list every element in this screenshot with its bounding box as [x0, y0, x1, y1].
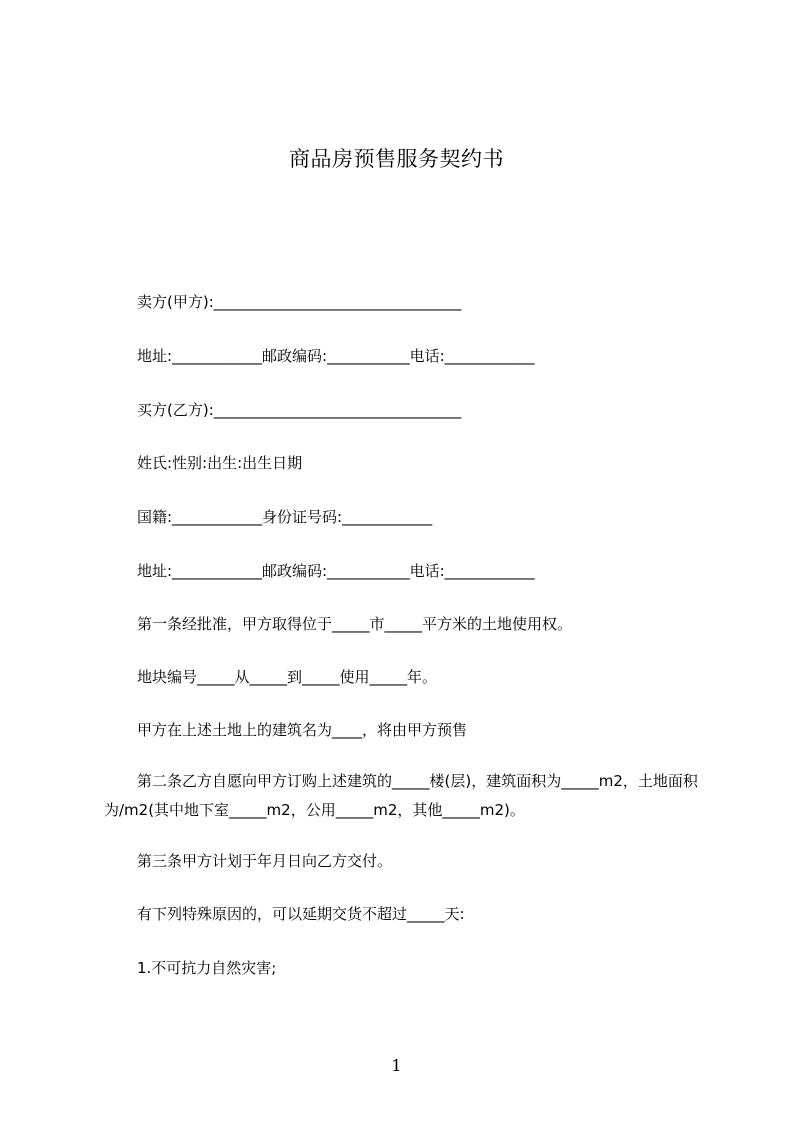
buyer-info-line: 姓氏:性别:出生:出生日期	[137, 454, 303, 472]
seller-address-line: 地址:____________邮政编码:___________电话:____________	[137, 347, 535, 365]
article-2-paragraph: 第二条乙方自愿向甲方订购上述建筑的_____楼(层)，建筑面积为_____m2，土地面积为/m2(其中地下室_____m2，公用_____m2，其他_____m2)。	[104, 772, 698, 819]
document-title: 商品房预售服务契约书	[289, 147, 504, 171]
nationality-line: 国籍:____________身份证号码:____________	[137, 508, 433, 526]
article-1-line: 第一条经批准，甲方取得位于_____市_____平方米的土地使用权。	[137, 615, 573, 633]
page-number: 1	[391, 1056, 402, 1075]
buyer-line: 买方(乙方):_________________________________	[137, 401, 462, 419]
delay-clause-line: 有下列特殊原因的，可以延期交货不超过_____天:	[137, 905, 465, 923]
building-name-line: 甲方在上述土地上的建筑名为____，将由甲方预售	[137, 721, 468, 739]
plot-number-line: 地块编号_____从_____到_____使用_____年。	[137, 668, 438, 686]
force-majeure-item: 1.不可抗力自然灾害;	[137, 959, 277, 977]
article-3-line: 第三条甲方计划于年月日向乙方交付。	[137, 852, 393, 870]
seller-line: 卖方(甲方):_________________________________	[137, 293, 462, 311]
buyer-address-line: 地址:____________邮政编码:___________电话:____________	[137, 562, 535, 580]
